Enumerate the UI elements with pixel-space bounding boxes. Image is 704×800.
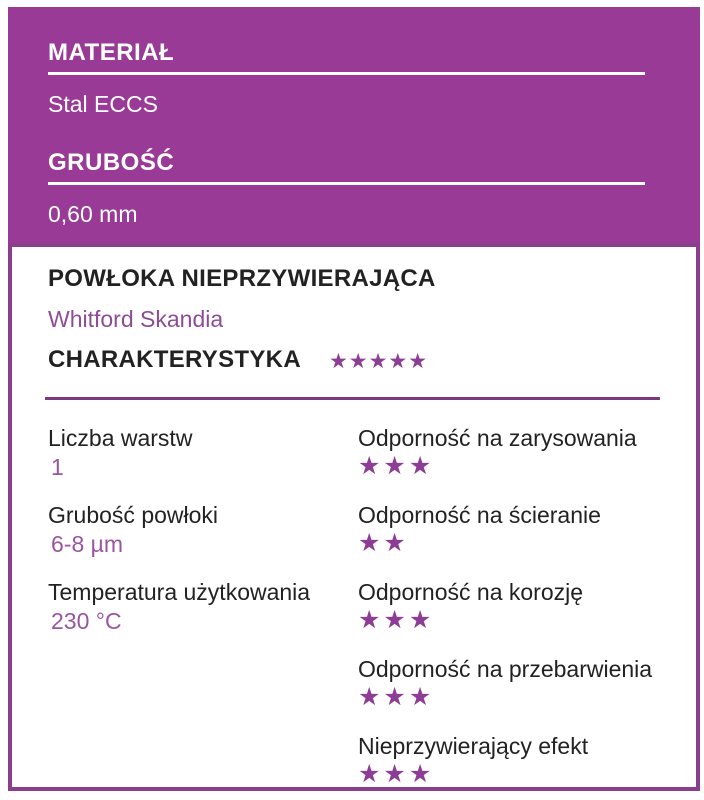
material-section — [48, 40, 700, 117]
star-rating: ★★★ — [358, 452, 435, 480]
star-rating: ★★ — [358, 529, 409, 557]
spec-corrosion-resistance — [358, 579, 676, 656]
spec-value: 230 °C — [51, 608, 122, 634]
spec-label: Odporność na korozję — [358, 579, 584, 605]
specs-column-left — [48, 425, 358, 791]
spec-coating-thickness — [48, 502, 358, 579]
spec-label: Liczba warstw — [48, 425, 193, 451]
spec-nonstick-effect — [358, 733, 676, 791]
star-rating: ★★★ — [358, 606, 435, 634]
spec-label: Odporność na przebarwienia — [358, 656, 653, 682]
spec-discoloration-resistance — [358, 656, 676, 733]
product-spec-sheet — [8, 7, 700, 791]
thickness-underline — [48, 182, 645, 185]
spec-value: 6-8 µm — [51, 531, 124, 557]
star-rating: ★★★ — [358, 760, 435, 788]
thickness-value: 0,60 mm — [48, 201, 138, 227]
spec-usage-temperature — [48, 579, 358, 656]
coating-panel — [8, 243, 700, 791]
specs-column-right — [358, 425, 676, 791]
spec-abrasion-resistance — [358, 502, 676, 579]
coating-title: POWŁOKA NIEPRZYWIERAJĄCA — [48, 265, 436, 292]
coating-brand-name: Whitford Skandia — [48, 306, 224, 332]
characteristics-star-rating: ★★★★★ — [328, 350, 429, 373]
characteristics-row — [48, 345, 676, 375]
material-value: Stal ECCS — [48, 91, 158, 117]
spec-label: Odporność na zarysowania — [358, 425, 637, 451]
spec-value: 1 — [51, 454, 64, 480]
section-divider — [45, 397, 660, 400]
characteristics-heading: CHARAKTERYSTYKA — [48, 346, 301, 373]
material-panel — [8, 7, 700, 243]
thickness-section — [48, 150, 700, 227]
spec-label: Grubość powłoki — [48, 502, 219, 528]
specs-grid — [48, 425, 676, 791]
spec-label: Odporność na ścieranie — [358, 502, 601, 528]
spec-layers — [48, 425, 358, 502]
spec-label: Nieprzywierający efekt — [358, 733, 589, 759]
material-underline — [48, 72, 645, 75]
material-heading: MATERIAŁ — [48, 39, 175, 66]
thickness-heading: GRUBOŚĆ — [48, 149, 175, 176]
spec-scratch-resistance — [358, 425, 676, 502]
star-rating: ★★★ — [358, 683, 435, 711]
spec-label: Temperatura użytkowania — [48, 579, 311, 605]
